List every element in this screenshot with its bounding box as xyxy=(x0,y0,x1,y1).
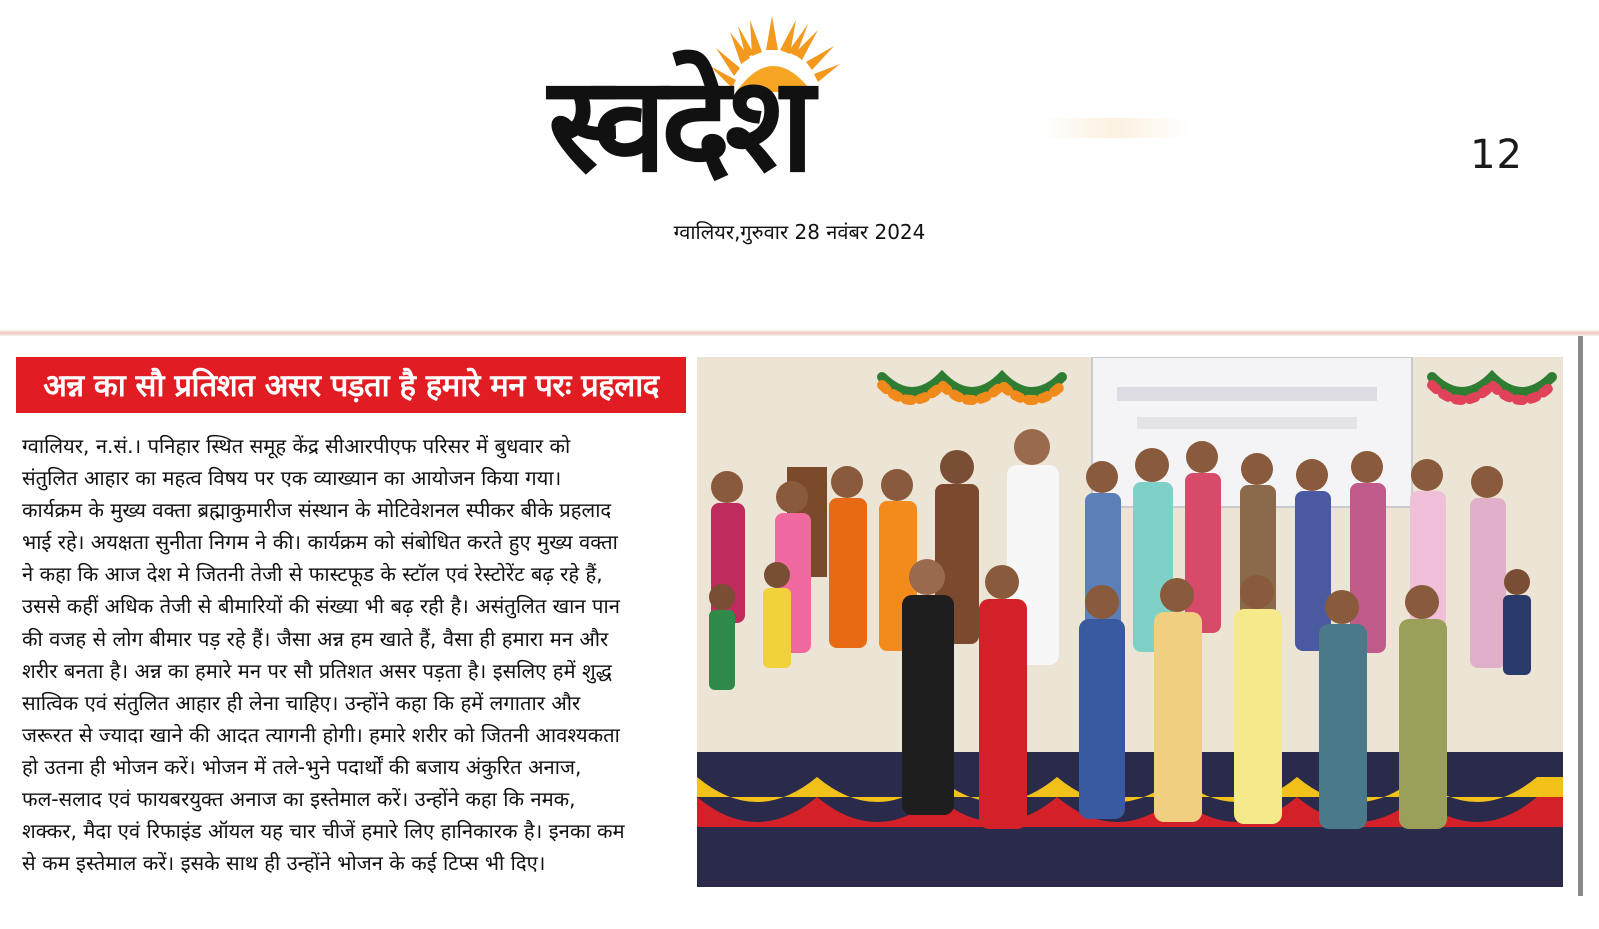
article-line: से कम इस्तेमाल करें। इसके साथ ही उन्होंने भोजन के कई टिप्स भी दिए। xyxy=(22,851,546,876)
masthead-smudge xyxy=(1040,118,1190,138)
article-line: जरूरत से ज्यादा खाने की आदत त्यागनी होगी। हमारे शरीर को जितनी आवश्यकता xyxy=(22,722,620,747)
masthead-logo xyxy=(540,10,1060,200)
headline: अन्न का सौ प्रतिशत असर पड़ता है हमारे मन परः प्रहलाद xyxy=(43,368,659,404)
article-body xyxy=(22,430,682,879)
group-photo-illustration xyxy=(697,357,1563,887)
article-line: संतुलित आहार का महत्व विषय पर एक व्याख्यान का आयोजन किया गया। xyxy=(22,466,562,491)
page-number: 12 xyxy=(1470,132,1523,178)
article-line: सात्विक एवं संतुलित आहार ही लेना चाहिए। उन्होंने कहा कि हमें लगातार और xyxy=(22,690,581,715)
section-divider xyxy=(0,330,1599,336)
article-line: की वजह से लोग बीमार पड़ रहे हैं। जैसा अन्न हम खाते हैं, वैसा ही हमारा मन और xyxy=(22,626,609,651)
page-edge-rule xyxy=(1578,336,1583,896)
article-line: शरीर बनता है। अन्न का हमारे मन पर सौ प्रतिशत असर पड़ता है। इसलिए हमें शुद्ध xyxy=(22,658,612,683)
article-line: भाई रहे। अयक्षता सुनीता निगम ने की। कार्यक्रम को संबोधित करते हुए मुख्य वक्ता xyxy=(22,530,618,555)
article-line: शक्कर, मैदा एवं रिफाइंड ऑयल यह चार चीजें हमारे लिए हानिकारक है। इनका कम xyxy=(22,819,625,844)
headline-banner xyxy=(16,357,686,413)
article-line: ग्वालियर, न.सं.। पनिहार स्थित समूह केंद्र सीआरपीएफ परिसर में बुधवार को xyxy=(22,434,571,458)
article-line: कार्यक्रम के मुख्य वक्ता ब्रह्माकुमारीज संस्थान के मोटिवेशनल स्पीकर बीके प्रहलाद xyxy=(22,498,612,523)
sun-logo-icon xyxy=(540,10,1060,200)
dateline: ग्वालियर,गुरुवार 28 नवंबर 2024 xyxy=(673,220,926,244)
logo-wordmark: स्वदेश xyxy=(548,48,809,200)
article-line: उससे कहीं अधिक तेजी से बीमारियों की संख्या भी बढ़ रही है। असंतुलित खान पान xyxy=(22,594,620,619)
group-photo xyxy=(697,357,1563,887)
article-line: फल-सलाद एवं फायबरयुक्त अनाज का इस्तेमाल करें। उन्होंने कहा कि नमक, xyxy=(22,787,576,812)
article-line: ने कहा कि आज देश मे जितनी तेजी से फास्टफूड के स्टॉल एवं रेस्टोरेंट बढ़ रहे हैं, xyxy=(22,562,603,587)
article-line: हो उतना ही भोजन करें। भोजन में तले-भुने पदार्थों की बजाय अंकुरित अनाज, xyxy=(22,754,582,779)
